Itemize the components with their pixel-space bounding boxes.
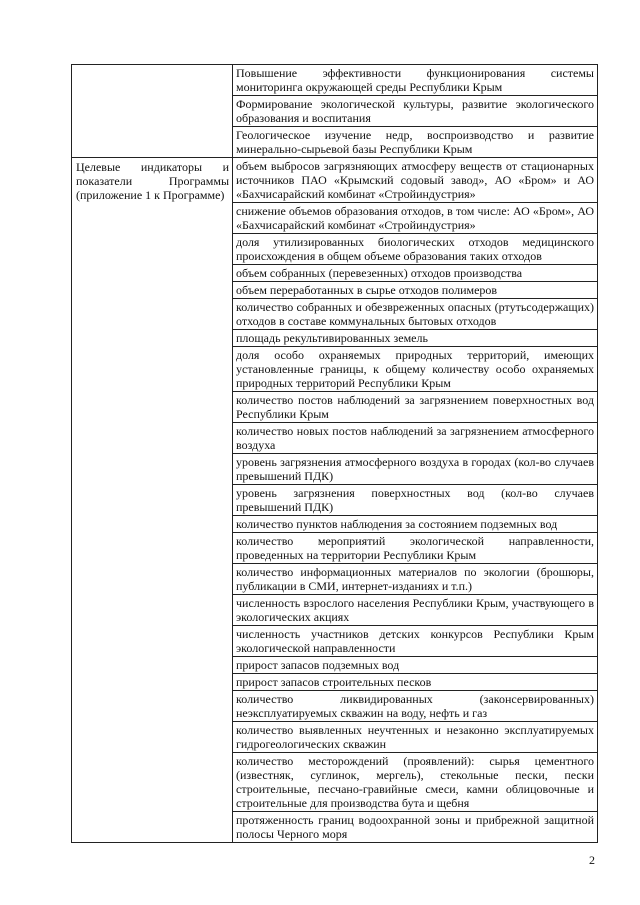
indicator-row: площадь рекультивированных земель bbox=[233, 329, 597, 346]
indicators-cell bbox=[233, 158, 598, 843]
indicator-row: уровень загрязнения атмосферного воздуха в городах (кол-во случаев превышений ПДК) bbox=[233, 453, 597, 484]
indicator-row: количество месторождений (проявлений): сырья цементного (известняк, суглинок, мергель), стекольные пески, пески строительные, песчано-гравийные смеси, камни облицовочные и строительные для производства бута и щебня bbox=[233, 752, 597, 811]
task-list bbox=[233, 65, 597, 157]
indicator-list bbox=[233, 158, 597, 842]
indicator-row: численность участников детских конкурсов Республики Крым экологической направленности bbox=[233, 625, 597, 656]
task-row: Геологическое изучение недр, воспроизводство и развитие минерально-сырьевой базы Республики Крым bbox=[233, 126, 597, 157]
indicators-section bbox=[72, 158, 598, 843]
indicators-label-cell bbox=[72, 158, 233, 843]
top-rows-section bbox=[72, 65, 598, 158]
indicator-row: уровень загрязнения поверхностных вод (кол-во случаев превышений ПДК) bbox=[233, 484, 597, 515]
indicator-row: количество пунктов наблюдения за состоянием подземных вод bbox=[233, 515, 597, 532]
indicator-row: количество постов наблюдений за загрязнением поверхностных вод Республики Крым bbox=[233, 391, 597, 422]
indicator-row: доля особо охраняемых природных территорий, имеющих установленные границы, к общему количеству особо охраняемых природных территорий Республики Крым bbox=[233, 346, 597, 391]
indicator-row: количество информационных материалов по экологии (брошюры, публикации в СМИ, интернет-изданиях и т.п.) bbox=[233, 563, 597, 594]
indicator-row: количество новых постов наблюдений за загрязнением атмосферного воздуха bbox=[233, 422, 597, 453]
indicator-row: объем переработанных в сырье отходов полимеров bbox=[233, 281, 597, 298]
indicator-row: численность взрослого населения Республики Крым, участвующего в экологических акциях bbox=[233, 594, 597, 625]
task-row: Формирование экологической культуры, развитие экологического образования и воспитания bbox=[233, 95, 597, 126]
indicator-row: прирост запасов строительных песков bbox=[233, 673, 597, 690]
task-row: Повышение эффективности функционирования системы мониторинга окружающей среды Республики Крым bbox=[236, 66, 594, 94]
indicator-row: количество выявленных неучтенных и незаконно эксплуатируемых гидрогеологических скважин bbox=[233, 721, 597, 752]
indicator-row: количество собранных и обезвреженных опасных (ртутьсодержащих) отходов в составе коммунальных бытовых отходов bbox=[233, 298, 597, 329]
indicator-row: объем выбросов загрязняющих атмосферу веществ от стационарных источников ПАО «Крымский содовый завод», АО «Бром» и АО «Бахчисарайский комбинат «Стройиндустрия» bbox=[236, 159, 594, 201]
indicator-row: прирост запасов подземных вод bbox=[233, 656, 597, 673]
program-table bbox=[71, 64, 598, 843]
indicator-row: количество мероприятий экологической направленности, проведенных на территории Республики Крым bbox=[233, 532, 597, 563]
page-number: 2 bbox=[589, 853, 595, 867]
indicator-row: объем собранных (перевезенных) отходов производства bbox=[233, 264, 597, 281]
indicators-label: Целевые индикаторы и показатели Программы (приложение 1 к Программе) bbox=[76, 160, 229, 202]
indicator-row: снижение объемов образования отходов, в том числе: АО «Бром», АО «Бахчисарайский комбинат «Стройиндустрия» bbox=[233, 202, 597, 233]
indicator-row: количество ликвидированных (законсервированных) неэксплуатируемых скважин на воду, нефть и газ bbox=[233, 690, 597, 721]
top-right-cell bbox=[233, 65, 598, 158]
empty-left-cell bbox=[72, 65, 233, 158]
indicator-row: протяженность границ водоохранной зоны и прибрежной защитной полосы Черного моря bbox=[233, 811, 597, 842]
indicator-row: доля утилизированных биологических отходов медицинского происхождения в общем объеме образования таких отходов bbox=[233, 233, 597, 264]
